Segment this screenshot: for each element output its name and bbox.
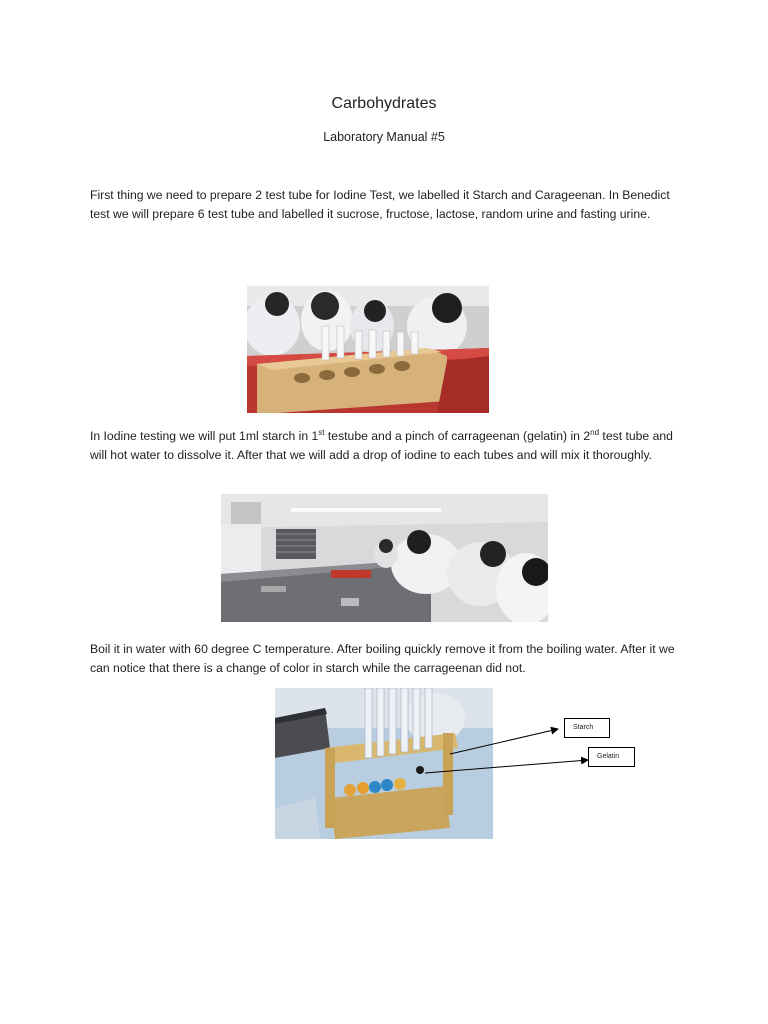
- callout-gelatin: Gelatin: [588, 747, 635, 767]
- iodine-text-part3: test tube and will hot water to dissolve it. After that we will add a drop of iodine to each tubes and will mix it thoroughly.: [90, 429, 673, 462]
- iodine-sup2: nd: [590, 427, 600, 437]
- iodine-text-part1: In Iodine testing we will put 1ml starch in 1: [90, 429, 319, 443]
- iodine-sup1: st: [318, 427, 325, 437]
- document-subtitle: Laboratory Manual #5: [323, 130, 445, 144]
- callout-starch: Starch: [564, 718, 610, 738]
- document-title: Carbohydrates: [331, 95, 437, 112]
- iodine-text-part2: testube and a pinch of carrageenan (gelatin) in 2: [324, 429, 591, 443]
- paragraph-preparation: First thing we need to prepare 2 test tube for Iodine Test, we labelled it Starch and Carageenan. In Benedict test we will prepare 6 test tube and labelled it sucrose, fructose, lactose, random urine and fasting urine.: [90, 188, 670, 221]
- paragraph-boiling: Boil it in water with 60 degree C temperature. After boiling quickly remove it from the boiling water. After it we can notice that there is a change of color in starch while the carrageenan did not.: [90, 642, 675, 675]
